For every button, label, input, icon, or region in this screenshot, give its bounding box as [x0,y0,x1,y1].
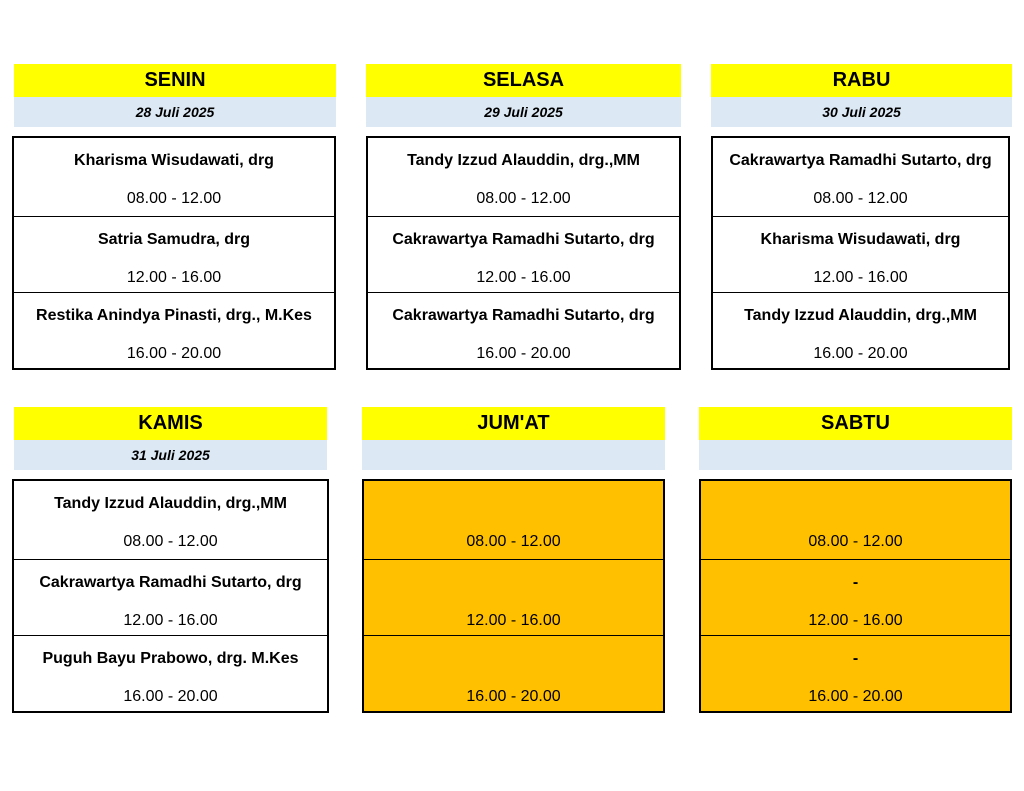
slot-time: 08.00 - 12.00 [126,190,222,207]
day-name: SENIN [14,64,336,97]
schedule-slot [14,138,334,216]
schedule-slot [701,481,1010,559]
doctor-name: Cakrawartya Ramadhi Sutarto, drg [392,307,655,324]
schedule-slot [364,481,663,559]
doctor-name: Puguh Bayu Prabowo, drg. M.Kes [42,650,299,667]
slot-time: 08.00 - 12.00 [466,533,561,550]
day-senin [14,64,336,370]
schedule-slot [713,292,1008,368]
slot-time: 12.00 - 16.00 [476,269,571,286]
slot-time: 08.00 - 12.00 [808,533,903,550]
day-name: JUM'AT [362,407,665,440]
schedule-slot [14,216,334,292]
schedule-slot [713,138,1008,216]
schedule-slot [364,635,663,711]
day-date: 31 Juli 2025 [14,440,327,470]
day-name: SABTU [699,407,1012,440]
day-name: KAMIS [14,407,327,440]
doctor-name: Kharisma Wisudawati, drg [74,152,274,169]
schedule-slots [12,479,329,713]
day-kamis [14,407,327,713]
doctor-name: Tandy Izzud Alauddin, drg.,MM [54,495,287,512]
slot-time: 12.00 - 16.00 [466,612,561,629]
doctor-name: Cakrawartya Ramadhi Sutarto, drg [392,231,655,248]
schedule-slot [364,559,663,635]
day-date [699,440,1012,470]
doctor-name: Restika Anindya Pinasti, drg., M.Kes [36,307,312,324]
schedule-slots [366,136,681,370]
slot-time: 16.00 - 20.00 [476,345,571,362]
day-selasa [366,64,681,370]
schedule-slots [699,479,1012,713]
slot-time: 08.00 - 12.00 [476,190,571,207]
schedule-slot [368,216,679,292]
doctor-name: - [852,574,859,591]
day-jumat [362,407,665,713]
schedule-slot [14,635,327,711]
schedule-slot [368,292,679,368]
schedule-slot [368,138,679,216]
slot-time: 16.00 - 20.00 [808,688,903,705]
schedule-slot [713,216,1008,292]
slot-time: 16.00 - 20.00 [126,345,222,362]
slot-time: 16.00 - 20.00 [466,688,561,705]
schedule-slot [14,481,327,559]
slot-time: 16.00 - 20.00 [123,688,218,705]
slot-time: 08.00 - 12.00 [123,533,218,550]
schedule-slots [711,136,1010,370]
day-date: 30 Juli 2025 [711,97,1012,127]
doctor-name: Kharisma Wisudawati, drg [760,231,961,248]
doctor-name: - [852,650,859,667]
day-date [362,440,665,470]
day-name: RABU [711,64,1012,97]
slot-time: 12.00 - 16.00 [813,269,908,286]
schedule-slot [701,559,1010,635]
day-date: 29 Juli 2025 [366,97,681,127]
day-rabu [711,64,1012,370]
slot-time: 16.00 - 20.00 [813,345,908,362]
doctor-name: Cakrawartya Ramadhi Sutarto, drg [39,574,302,591]
slot-time: 12.00 - 16.00 [123,612,218,629]
schedule-slot [14,559,327,635]
slot-time: 12.00 - 16.00 [126,269,222,286]
slot-time: 12.00 - 16.00 [808,612,903,629]
schedule-slots [12,136,336,370]
slot-time: 08.00 - 12.00 [813,190,908,207]
doctor-name: Tandy Izzud Alauddin, drg.,MM [407,152,640,169]
schedule-slot [701,635,1010,711]
doctor-name: Cakrawartya Ramadhi Sutarto, drg [729,152,992,169]
day-date: 28 Juli 2025 [14,97,336,127]
doctor-name: Satria Samudra, drg [97,231,251,248]
day-sabtu [699,407,1012,713]
schedule-slots [362,479,665,713]
doctor-name: Tandy Izzud Alauddin, drg.,MM [744,307,977,324]
day-name: SELASA [366,64,681,97]
schedule-slot [14,292,334,368]
